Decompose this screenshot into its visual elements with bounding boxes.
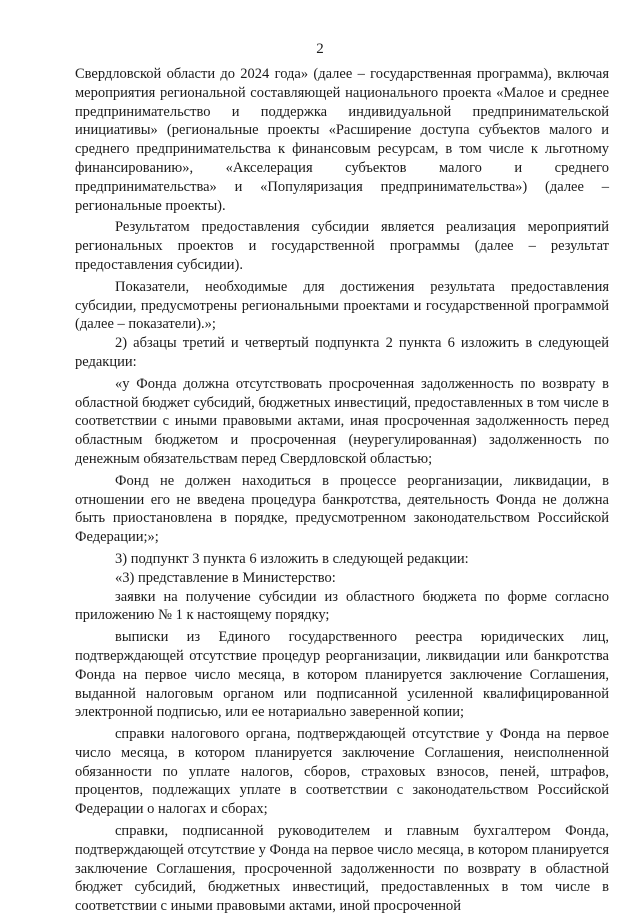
paragraph-registry-extract: выписки из Единого государственного реестра юридических лиц, подтверждающей отсутствие процедур реорганизации, ликвидации или банкротства Фонда на первое число месяца, в котором планируется заключение Соглашения, выданной налоговым органом или подписанной усиленной квалифицированной электронной подписью, или ее нотариально заверенной копии; bbox=[75, 629, 609, 721]
paragraph-signed-certificate: справки, подписанной руководителем и главным бухгалтером Фонда, подтверждающей отсутствие у Фонда на первое число месяца, в котором планируется заключение Соглашения, просроченной задолженности по возврату в областной бюджет субсидий, бюджетных инвестиций, предоставленных в том числе в соответствии с иными правовыми актами, иной просроченной bbox=[75, 823, 609, 915]
paragraph-continuation: Свердловской области до 2024 года» (далее – государственная программа), включая мероприятия региональной составляющей национального проекта «Малое и среднее предпринимательство и поддержка индивидуальной предпринимательской инициативы» (региональные проекты «Расширение доступа субъектов малого и среднего предпринимательства к финансовым ресурсам, в том числе к льготному финансированию», «Акселерация субъектов малого и среднего предпринимательства» и «Популяризация предпринимательства») (далее – региональные проекты). bbox=[75, 66, 609, 214]
paragraph-item-2: 2) абзацы третий и четвертый подпункта 2 пункта 6 изложить в следующей редакции: bbox=[75, 335, 609, 370]
paragraph-indicators: Показатели, необходимые для достижения результата предоставления субсидии, предусмотрены региональными проектами и государственной программой (далее – показатели).»; bbox=[75, 278, 609, 333]
paragraph-application: заявки на получение субсидии из областного бюджета по форме согласно приложению № 1 к настоящему порядку; bbox=[75, 588, 609, 624]
paragraph-submission: «3) представление в Министерство: bbox=[115, 569, 336, 586]
paragraph-item-3: 3) подпункт 3 пункта 6 изложить в следующей редакции: bbox=[115, 550, 469, 567]
page-number: 2 bbox=[316, 41, 324, 57]
paragraph-debt-requirement: «у Фонда должна отсутствовать просроченная задолженность по возврату в областной бюджет субсидий, бюджетных инвестиций, предоставленных в том числе в соответствии с иными правовыми актами, иная просроченная задолженность перед областным бюджетом и просроченная (неурегулированная) задолженность по денежным обязательствам перед Свердловской областью; bbox=[75, 375, 609, 467]
paragraph-reorganization: Фонд не должен находиться в процессе реорганизации, ликвидации, в отношении его не введена процедура банкротства, деятельность Фонда не должна быть приостановлена в порядке, предусмотренном законодательством Российской Федерации;»; bbox=[75, 472, 609, 546]
document-body bbox=[75, 65, 609, 916]
paragraph-result: Результатом предоставления субсидии является реализация мероприятий региональных проектов и государственной программы (далее – результат предоставления субсидии). bbox=[75, 219, 609, 273]
paragraph-tax-certificate: справки налогового органа, подтверждающей отсутствие у Фонда на первое число месяца, в котором планируется заключение Соглашения, неисполненной обязанности по уплате налогов, сборов, страховых взносов, пеней, штрафов, процентов, подлежащих уплате в соответствии с законодательством Российской Федерации о налогах и сборах; bbox=[75, 726, 609, 818]
